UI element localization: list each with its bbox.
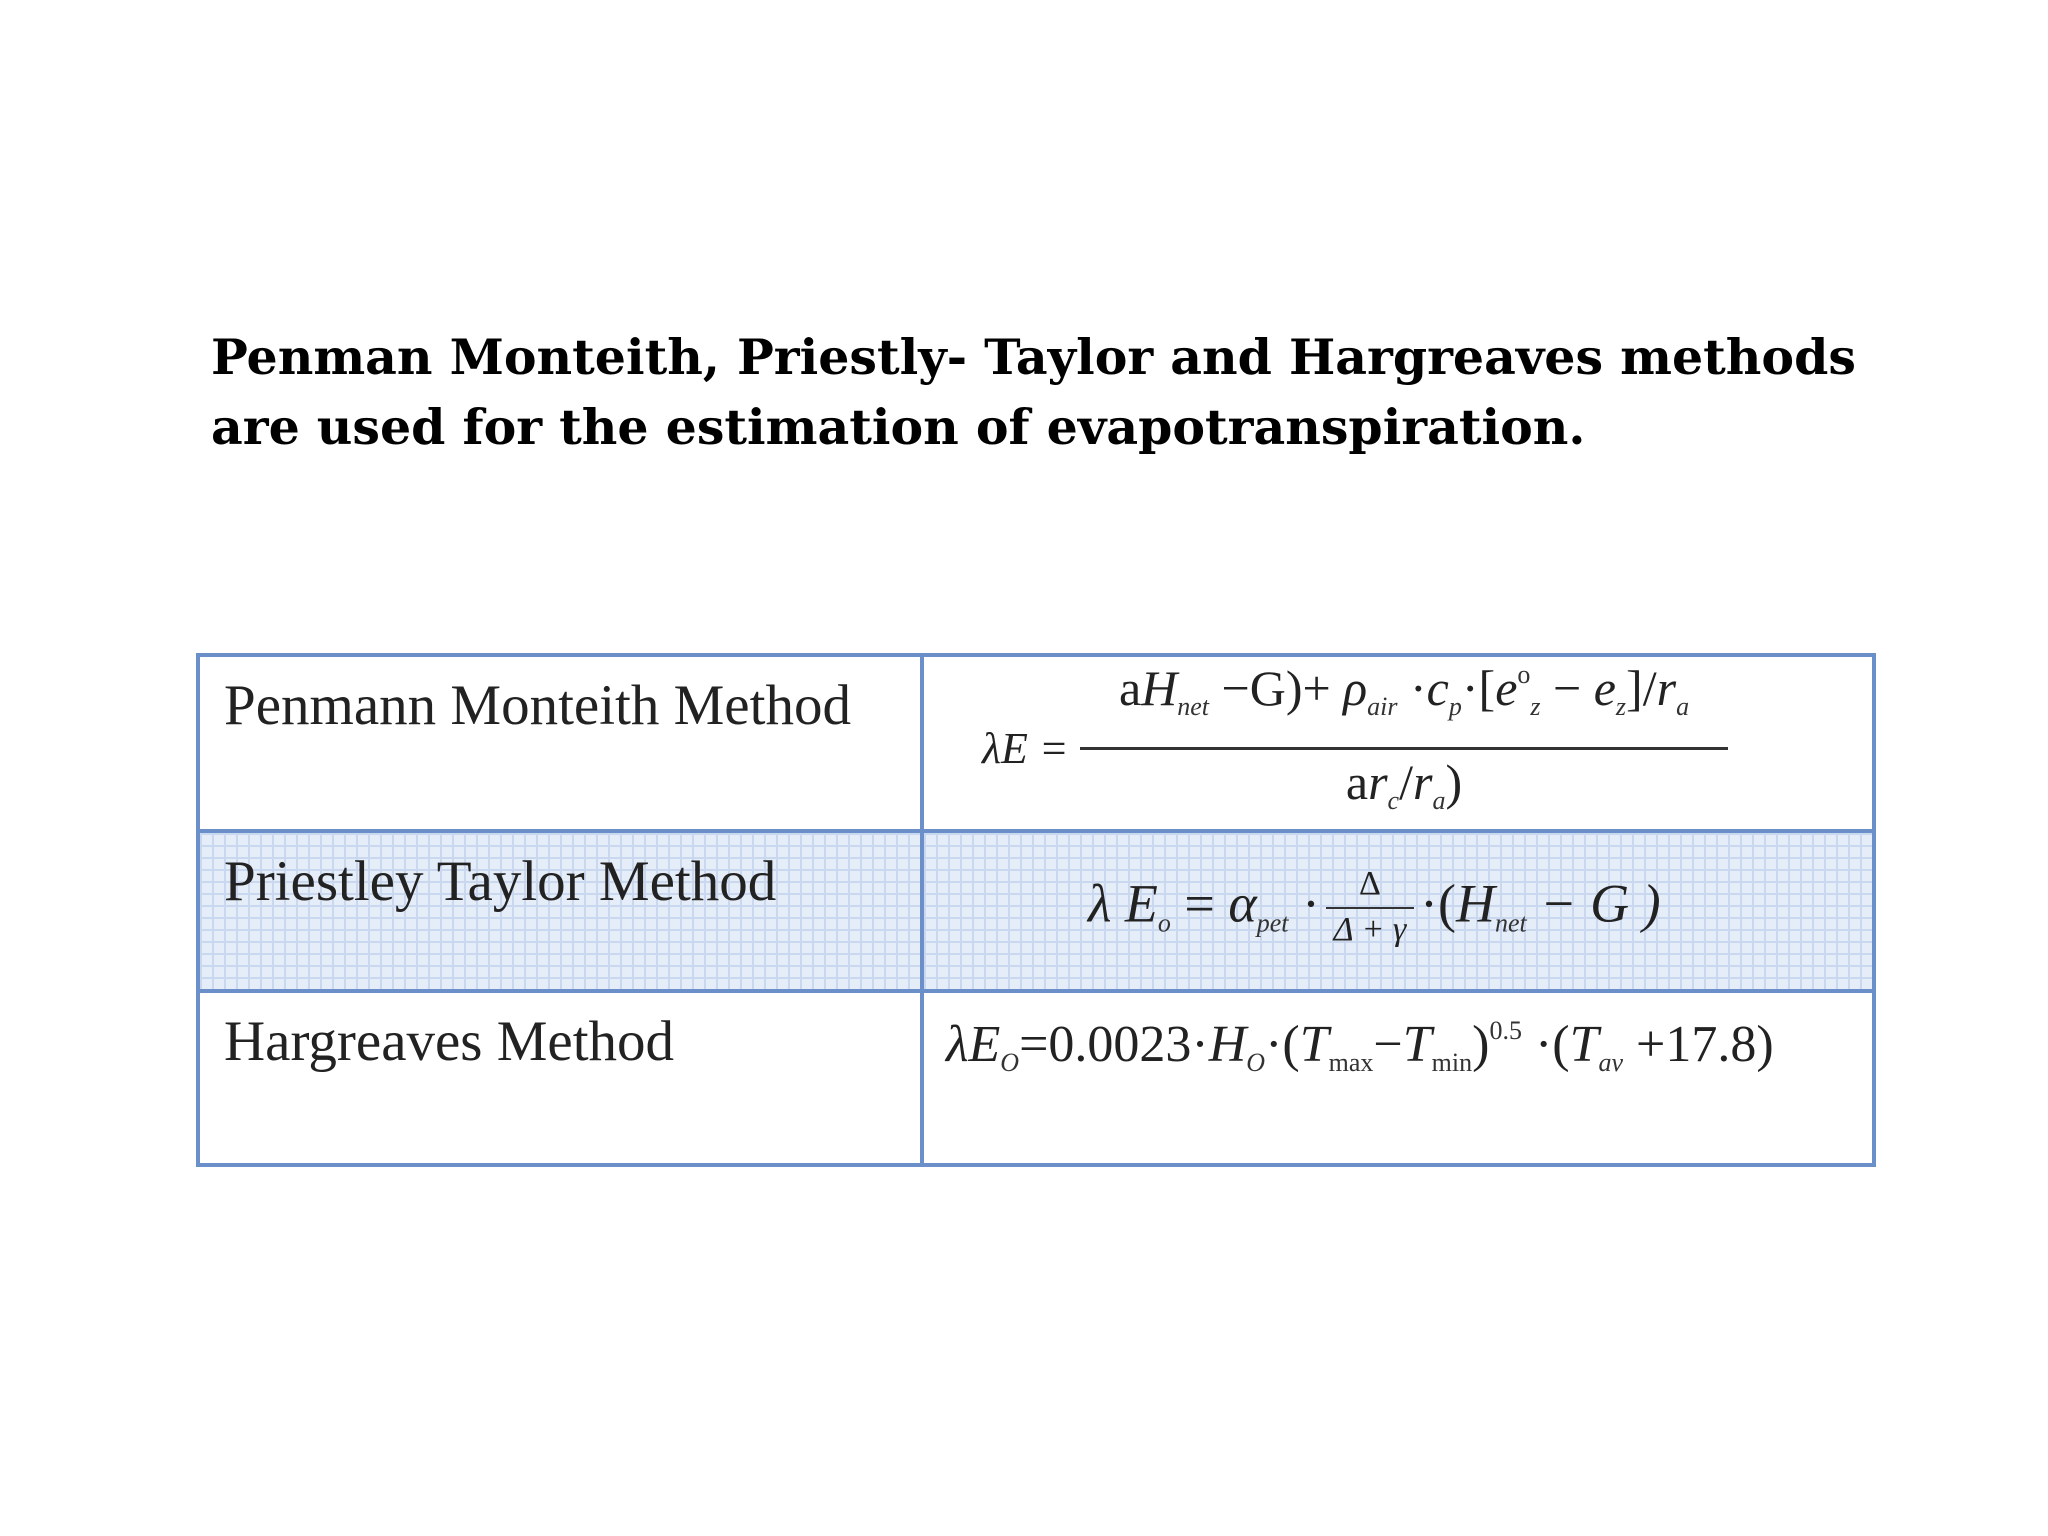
- table-row: [198, 831, 1874, 991]
- penman-formula: [924, 657, 1872, 829]
- method-cell: [198, 831, 922, 991]
- table-row: [198, 655, 1874, 831]
- table-row: [198, 991, 1874, 1165]
- intro-text: [211, 322, 1911, 462]
- method-name-hargreaves: Hargreaves Method: [224, 1010, 675, 1073]
- method-name-penman: Penmann Monteith Method: [224, 674, 851, 737]
- priestley-fraction: $\frac{\Delta}{\Delta + \gamma}$: [1320, 869, 1420, 949]
- formula-cell: [922, 655, 1874, 831]
- method-cell: [198, 991, 922, 1165]
- penman-numerator: $aH_{net} -G)+ \rho_{air} \cdot c_p\cdot[e^o_z - e_z]/r_a$: [1118, 660, 1690, 721]
- method-name-priestley: Priestley Taylor Method: [224, 850, 777, 913]
- intro-line-1: Penman Monteith, Priestly- Taylor and Hargreaves methods: [211, 328, 1856, 386]
- methods-table: [196, 653, 1876, 1167]
- fraction-bar: [1326, 907, 1414, 909]
- hargreaves-formula: [924, 993, 1872, 1163]
- formula-cell: [922, 991, 1874, 1165]
- hargreaves-expression: $\lambda E_O=0.0023\cdot H_O\cdot(T_{max}-T_{min})^{0.5} \cdot(T_{av} +17.8)$: [946, 1016, 1774, 1077]
- intro-line-2: are used for the estimation of evapotranspiration.: [211, 398, 1586, 456]
- priestley-formula: [924, 833, 1872, 989]
- formula-cell: [922, 831, 1874, 991]
- penman-denominator: $ar_c/r_a$): [1345, 754, 1463, 815]
- penman-lhs: λE =: [982, 724, 1069, 773]
- priestley-expression: λ $E_o = \alpha_{pet}$ · $\frac{\Delta}{\Delta + \gamma}$ $\cdot(H_{net} - G$ ): [1088, 865, 1661, 948]
- fraction-bar: [1080, 747, 1728, 750]
- method-cell: [198, 655, 922, 831]
